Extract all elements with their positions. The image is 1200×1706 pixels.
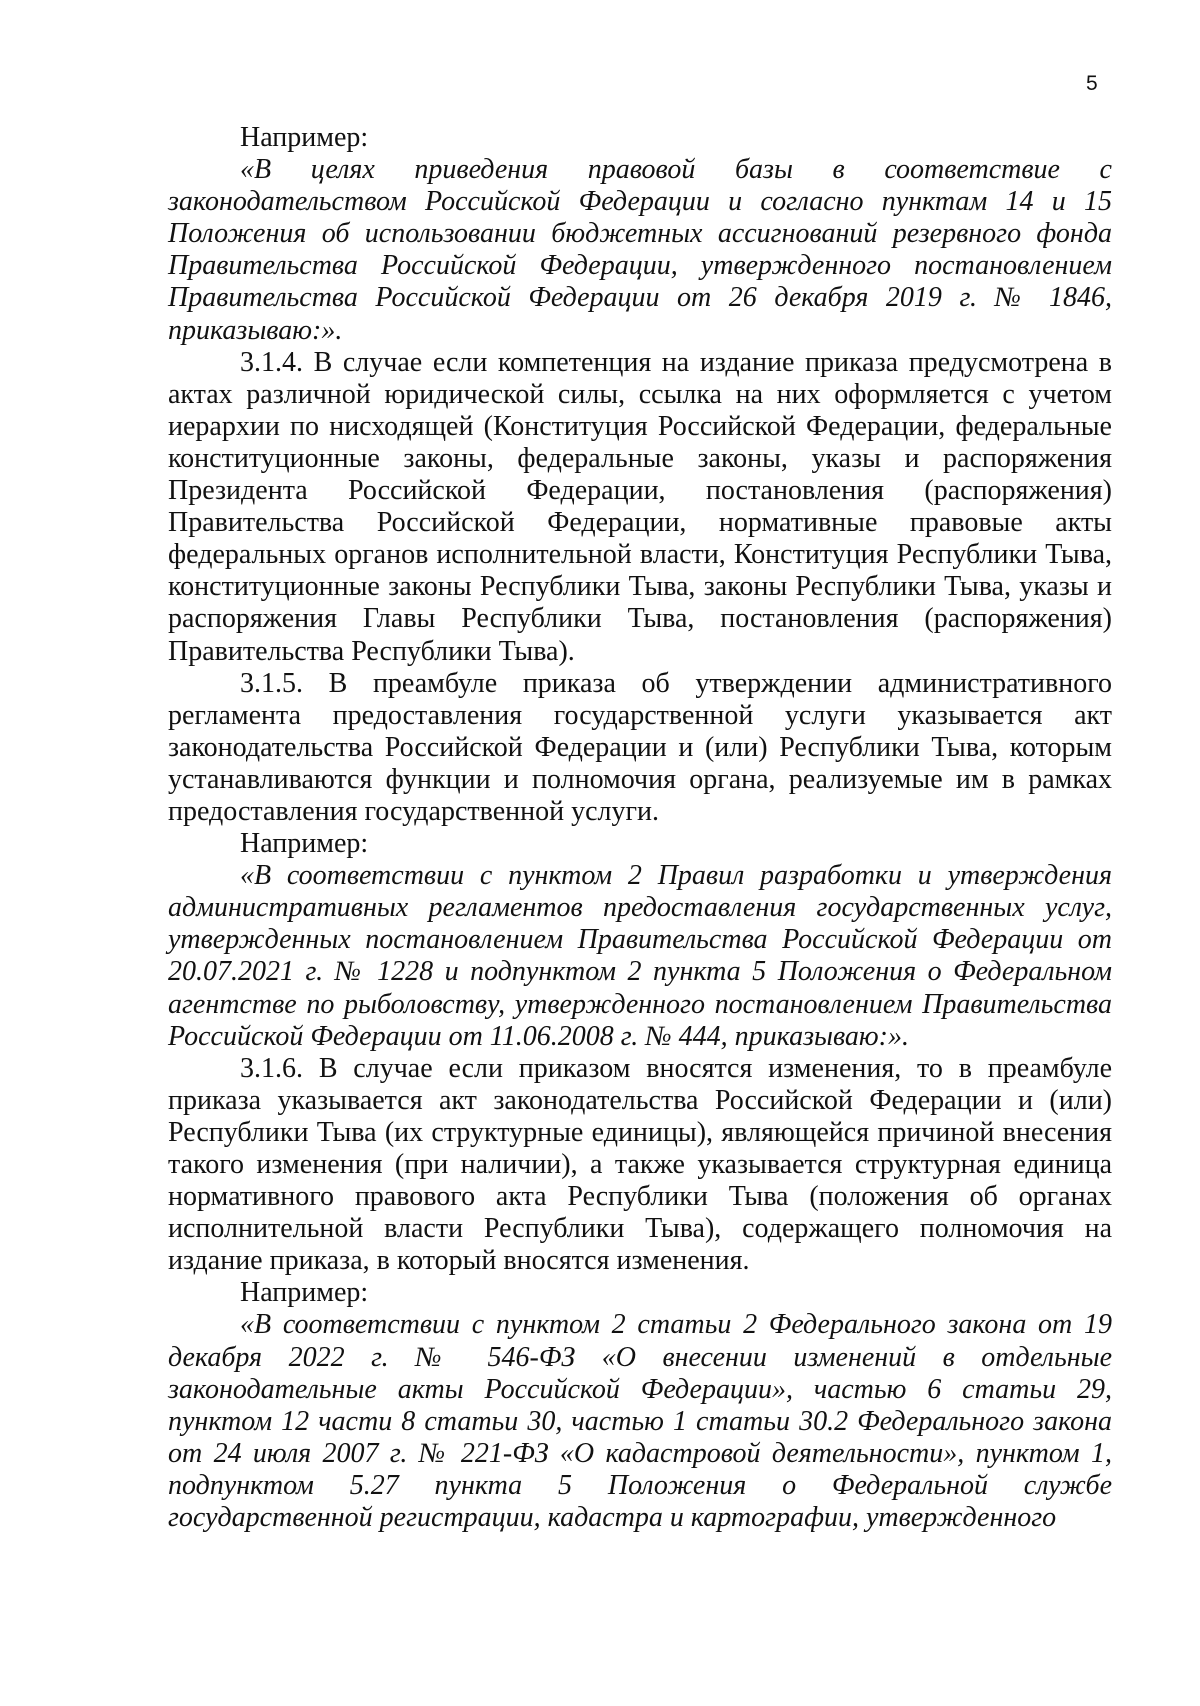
paragraph-example-quote: «В соответствии с пунктом 2 статьи 2 Федерального закона от 19 декабря 2022 г. № 546-ФЗ «О внесении изменений в отдельные законодательные акты Российской Федерации», частью 6 статьи 29, пунктом 12 части 8 статьи 30, частью 1 статьи 30.2 Федерального закона от 24 июля 2007 г. № 221-ФЗ «О кадастровой деятельности», пунктом 1, подпунктом 5.27 пункта 5 Положения о Федеральной службе государственной регистрации, кадастра и картографии, утвержденного (168, 1309, 1112, 1534)
paragraph-clause-3-1-4: 3.1.4. В случае если компетенция на издание приказа предусмотрена в актах различной юридической силы, ссылка на них оформляется с учетом иерархии по нисходящей (Конституция Российской Федерации, федеральные конституционные законы, федеральные законы, указы и распоряжения Президента Российской Федерации, постановления (распоряжения) Правительства Российской Федерации, нормативные правовые акты федеральных органов исполнительной власти, Конституция Республики Тыва, конституционные законы Республики Тыва, законы Республики Тыва, указы и распоряжения Главы Республики Тыва, постановления (распоряжения) Правительства Республики Тыва). (168, 346, 1112, 667)
paragraph-example-label: Например: (240, 122, 369, 153)
page-number: 5 (1086, 72, 1098, 95)
paragraph-example-quote: «В целях приведения правовой базы в соответствие с законодательством Российской Федерации и согласно пунктам 14 и 15 Положения об использовании бюджетных ассигнований резервного фонда Правительства Российской Федерации, утвержденного постановлением Правительства Российской Федерации от 26 декабря 2019 г. № 1846, приказываю:». (168, 154, 1112, 346)
paragraph-example-label: Например: (240, 828, 369, 860)
paragraph-clause-3-1-5: 3.1.5. В преамбуле приказа об утверждении административного регламента предоставления государственной услуги указывается акт законодательства Российской Федерации и (или) Республики Тыва, которым устанавливаются функции и полномочия органа, реализуемые им в рамках предоставления государственной услуги. (168, 667, 1112, 827)
paragraph-example-quote: «В соответствии с пунктом 2 Правил разработки и утверждения административных регламентов предоставления государственных услуг, утвержденных постановлением Правительства Российской Федерации от 20.07.2021 г. № 1228 и подпунктом 2 пункта 5 Положения о Федеральном агентстве по рыболовству, утвержденного постановлением Правительства Российской Федерации от 11.06.2008 г. № 444, приказываю:». (168, 860, 1112, 1052)
paragraph-example-label: Например: (240, 1277, 369, 1309)
paragraph-clause-3-1-6: 3.1.6. В случае если приказом вносятся изменения, то в преамбуле приказа указывается акт законодательства Российской Федерации и (или) Республики Тыва (их структурные единицы), являющейся причиной внесения такого изменения (при наличии), а также указывается структурная единица нормативного правового акта Республики Тыва (положения об органах исполнительной власти Республики Тыва), содержащего полномочия на издание приказа, в который вносятся изменения. (168, 1052, 1112, 1277)
document-body (168, 122, 1112, 1534)
